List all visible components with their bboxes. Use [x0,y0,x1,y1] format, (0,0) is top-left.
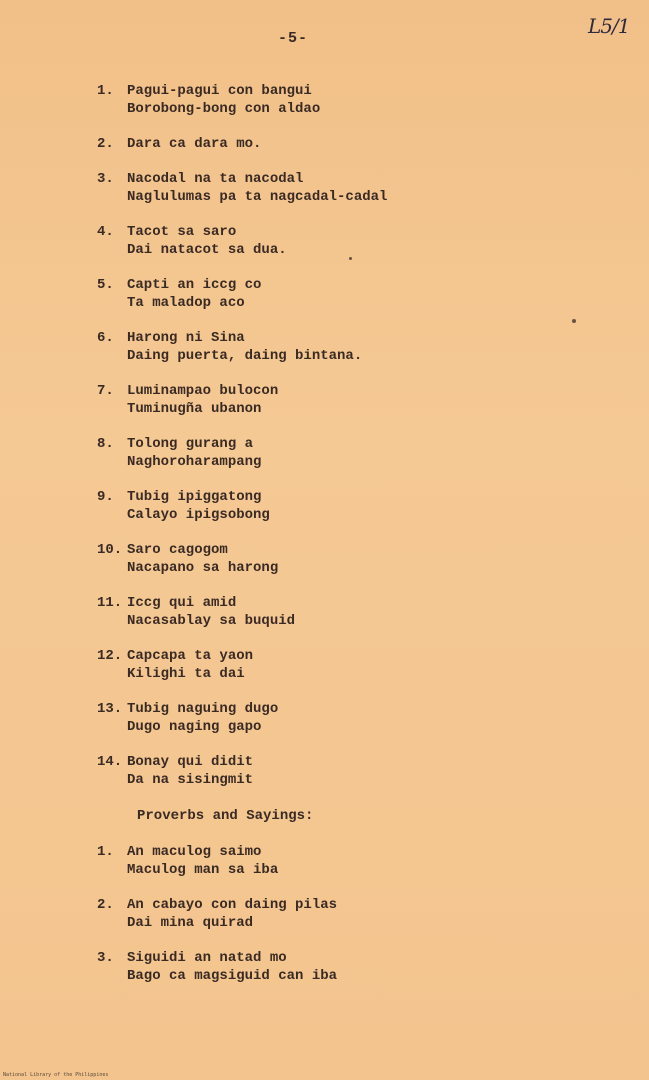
proverb-item [97,896,617,932]
riddle-item-line: Nacapano sa harong [127,560,279,576]
riddle-item-number: 6. [97,330,114,346]
riddle-item-line: Tubig naguing dugo [127,701,279,717]
riddle-item [97,276,617,312]
riddles-list [97,82,617,806]
proverb-item-line: Bago ca magsiguid can iba [127,968,338,984]
riddle-item-line: Dai natacot sa dua. [127,242,287,258]
riddle-item-line: Tacot sa saro [127,224,237,240]
riddle-item-line: Harong ni Sina [127,330,245,346]
riddle-item-number: 8. [97,436,114,452]
riddle-item-line: Ta maladop aco [127,295,245,311]
riddle-item-number: 11. [97,595,123,611]
riddle-item [97,82,617,118]
riddle-item-line: Daing puerta, daing bintana. [127,348,363,364]
riddle-item-line: Kilighi ta dai [127,666,245,682]
riddle-item-line: Calayo ipigsobong [127,507,270,523]
riddle-item [97,329,617,365]
riddle-item [97,753,617,789]
proverb-item [97,843,617,879]
proverb-item-number: 1. [97,844,114,860]
riddle-item-number: 3. [97,171,114,187]
riddle-item-line: Naglulumas pa ta nagcadal-cadal [127,189,388,205]
riddle-item-line: Iccg qui amid [127,595,237,611]
proverb-item-line: An maculog saimo [127,844,262,860]
riddle-item-line: Bonay qui didit [127,754,254,770]
riddle-item-line: Capti an iccg co [127,277,262,293]
riddle-item-number: 13. [97,701,123,717]
proverbs-heading: Proverbs and Sayings: [137,808,314,824]
proverb-item [97,949,617,985]
riddle-item-number: 14. [97,754,123,770]
riddle-item-number: 7. [97,383,114,399]
riddle-item-line: Da na sisingmit [127,772,254,788]
riddle-item-line: Capcapa ta yaon [127,648,254,664]
riddle-item-line: Borobong-bong con aldao [127,101,321,117]
riddle-item [97,135,617,153]
riddle-item [97,488,617,524]
riddle-item-number: 9. [97,489,114,505]
riddle-item [97,647,617,683]
riddle-item-line: Tolong gurang a [127,436,254,452]
riddle-item-line: Nacasablay sa buquid [127,613,296,629]
ink-speck [349,257,352,260]
riddle-item-line: Naghoroharampang [127,454,262,470]
ink-speck [572,319,576,323]
riddle-item [97,170,617,206]
riddle-item [97,223,617,259]
proverb-item-line: Dai mina quirad [127,915,254,931]
proverb-item-number: 3. [97,950,114,966]
riddle-item-number: 12. [97,648,123,664]
riddle-item-number: 2. [97,136,114,152]
riddle-item-line: Dara ca dara mo. [127,136,262,152]
riddle-item-line: Saro cagogom [127,542,228,558]
riddle-item [97,435,617,471]
proverb-item-line: Maculog man sa iba [127,862,279,878]
riddle-item-line: Nacodal na ta nacodal [127,171,304,187]
riddle-item-line: Dugo naging gapo [127,719,262,735]
riddle-item [97,700,617,736]
proverbs-list [97,843,617,1002]
proverb-item-line: An cabayo con daing pilas [127,897,338,913]
riddle-item-number: 5. [97,277,114,293]
riddle-item [97,594,617,630]
proverb-item-number: 2. [97,897,114,913]
riddle-item-line: Tuminugña ubanon [127,401,262,417]
page-number: -5- [278,30,309,47]
riddle-item [97,382,617,418]
riddle-item-number: 4. [97,224,114,240]
riddle-item-number: 10. [97,542,123,558]
riddle-item [97,541,617,577]
proverb-item-line: Siguidi an natad mo [127,950,287,966]
riddle-item-number: 1. [97,83,114,99]
riddle-item-line: Tubig ipiggatong [127,489,262,505]
handwritten-note: L5/1 [588,14,630,38]
riddle-item-line: Pagui-pagui con bangui [127,83,312,99]
riddle-item-line: Luminampao bulocon [127,383,279,399]
archive-footer: National Library of the Philippines [3,1072,109,1078]
